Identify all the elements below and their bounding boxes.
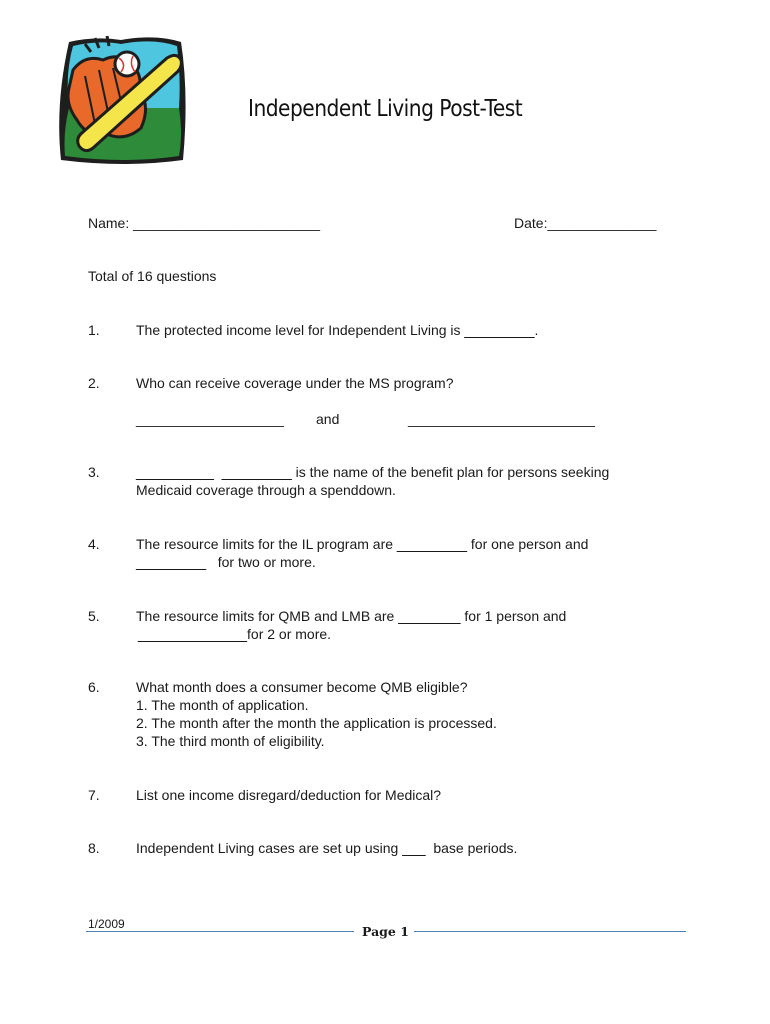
conjunction-text: and (316, 411, 340, 427)
answer-blank[interactable]: _________ (464, 322, 535, 338)
answer-blank[interactable]: _________ (396, 536, 467, 552)
question-text: List one income disregard/deduction for Medical? (136, 787, 442, 803)
question-text: Independent Living cases are set up using ___ base periods. (136, 840, 518, 856)
question-number: 7. (88, 787, 100, 803)
answer-blank[interactable]: ___ (402, 840, 426, 856)
question-count: Total of 16 questions (88, 268, 217, 284)
answer-blank[interactable]: _________ (221, 464, 292, 480)
answer-blank[interactable]: __________ (136, 464, 214, 480)
answer-blank[interactable]: ________ (398, 608, 461, 624)
question-number: 8. (88, 840, 100, 856)
question-text: The protected income level for Independent Living is _________. (136, 322, 539, 338)
answer-blank[interactable]: ________________________ (408, 411, 595, 427)
question-number: 2. (88, 375, 100, 391)
question-text: The resource limits for the IL program are _________ for one person and (136, 536, 589, 552)
question-number: 4. (88, 536, 100, 552)
baseball-glove-bat-icon (55, 34, 187, 168)
date-field[interactable]: Date:______________ (514, 215, 657, 231)
name-field[interactable]: Name: ________________________ (88, 215, 320, 231)
answer-blank[interactable]: ___________________ (136, 411, 284, 427)
question-number: 5. (88, 608, 100, 624)
question-text: The resource limits for QMB and LMB are ________ for 1 person and (136, 608, 567, 624)
question-text: Who can receive coverage under the MS program? (136, 375, 454, 391)
answer-option[interactable]: 1. The month of application. (136, 697, 309, 713)
answer-blank[interactable]: _________ (136, 554, 207, 570)
page-number: Page 1 (362, 924, 409, 939)
question-text: What month does a consumer become QMB eligible? (136, 679, 468, 695)
answer-option[interactable]: 3. The third month of eligibility. (136, 733, 325, 749)
question-number: 6. (88, 679, 100, 695)
question-text-continued: ______________for 2 or more. (138, 626, 332, 642)
question-number: 1. (88, 322, 100, 338)
question-text-continued: Medicaid coverage through a spenddown. (136, 482, 396, 498)
question-number: 3. (88, 464, 100, 480)
answer-option[interactable]: 2. The month after the month the application is processed. (136, 715, 497, 731)
page-title: Independent Living Post-Test (248, 96, 523, 122)
question-text-continued: _________ for two or more. (136, 554, 316, 570)
footer-date: 1/2009 (88, 917, 125, 931)
footer-divider-right (414, 931, 686, 932)
footer-divider-left (86, 931, 354, 932)
answer-blank[interactable]: ______________ (138, 626, 248, 642)
question-text: __________ _________ is the name of the benefit plan for persons seeking (136, 464, 610, 480)
